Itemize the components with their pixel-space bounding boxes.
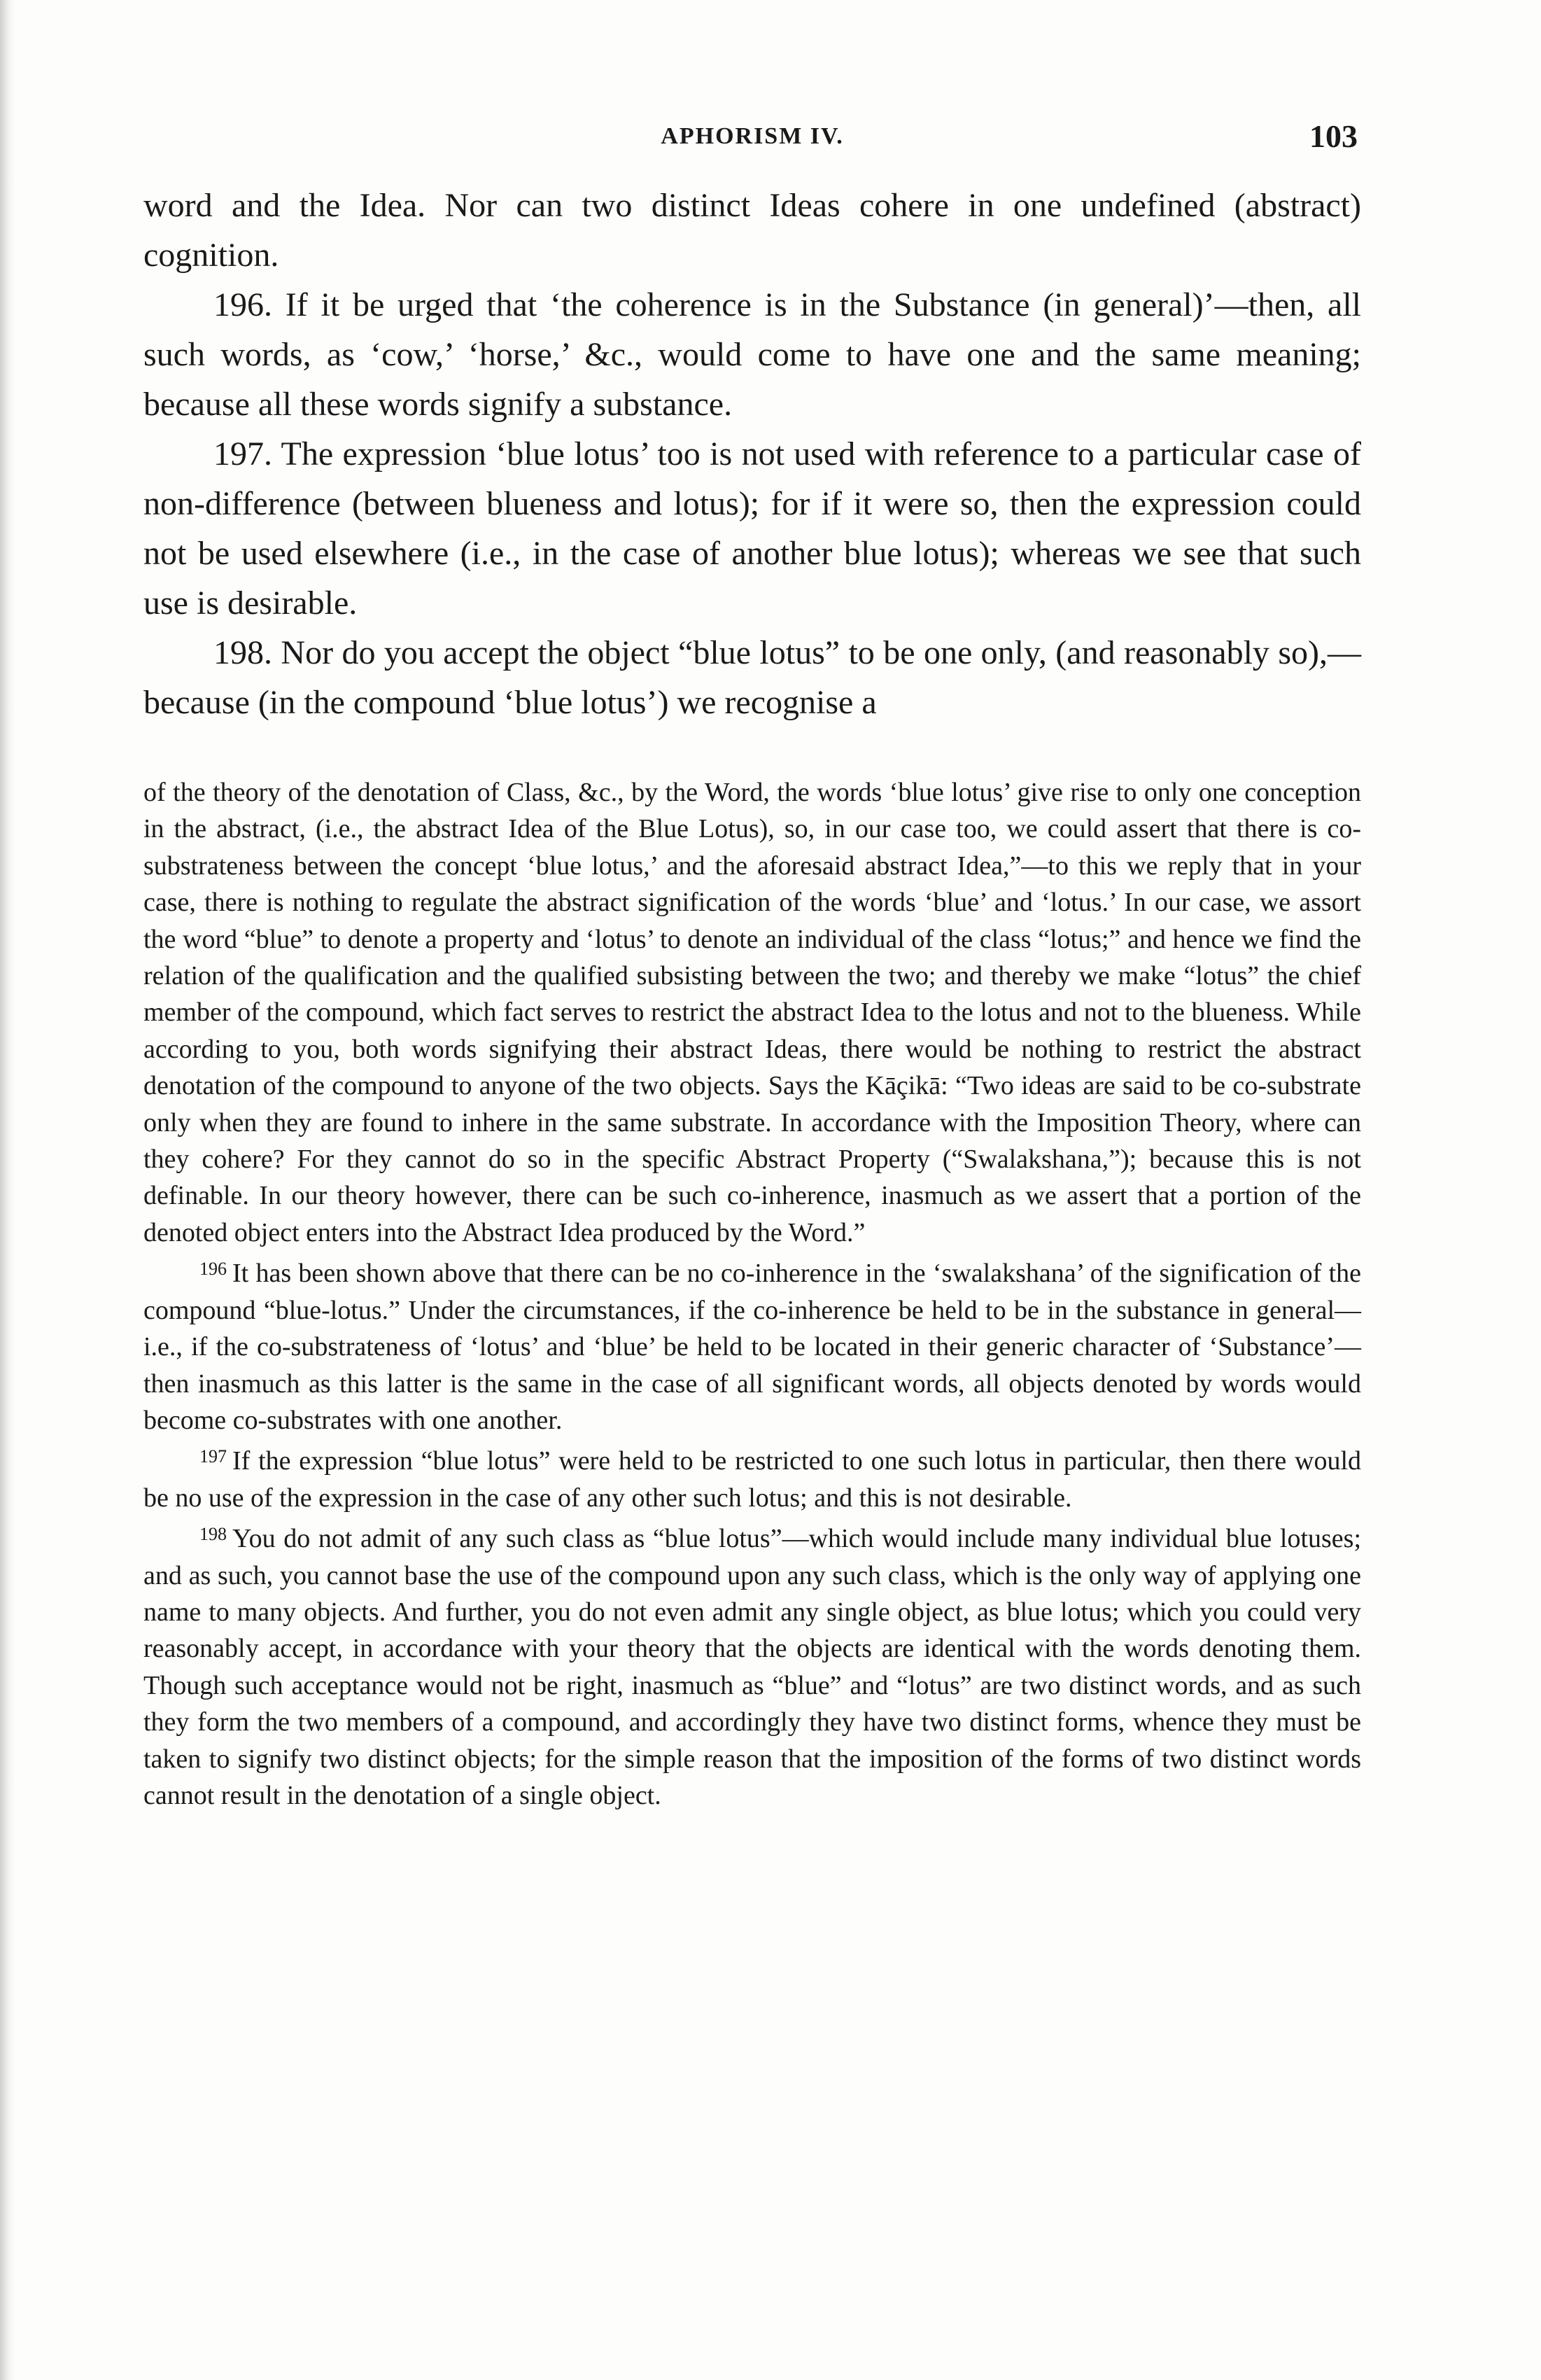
footnote-198 xyxy=(143,1516,1361,1814)
paragraph-continuation: word and the Idea. Nor can two distinct Ideas cohere in one undefined (abstract) cognition. xyxy=(143,187,1361,274)
scan-edge xyxy=(0,0,15,2380)
footnote-text-197: If the expression “blue lotus” were held to be restricted to one such lotus in particular, then there would be no use of the expression in the case of any other such lotus; and this is not desirable. xyxy=(143,1446,1361,1513)
page-number: 103 xyxy=(1309,118,1358,154)
footnotes xyxy=(143,774,1361,1814)
paragraph-196: 196. If it be urged that ‘the coherence is in the Substance (in general)’—then, all such words, as ‘cow,’ ‘horse,’ &c., would come to have one and the same meaning; because all these words signify a substance. xyxy=(143,286,1361,423)
footnote-number-198: 198 xyxy=(199,1524,227,1545)
footnote-text-198: You do not admit of any such class as “blue lotus”—which would include many individual blue lotuses; and as such, you cannot base the use of the compound upon any such class, which is the only way of applying one name to many objects. And further, you do not even admit any single object, as blue lotus; which you could very reasonably accept, in accordance with your theory that the objects are identical with the words denoting them. Though such acceptance would not be right, inasmuch as “blue” and “lotus” are two distinct words, and as such they form the two members of a compound, and accordingly they have two distinct forms, whence they must be taken to signify two distinct objects; for the simple reason that the imposition of the forms of two distinct words cannot result in the denotation of a single object. xyxy=(143,1524,1361,1810)
footnote-text-196: It has been shown above that there can be no co-inherence in the ‘swalakshana’ of the signification of the compound “blue-lotus.” Under the circumstances, if the co-inherence be held to be in the substance in general—i.e., if the co-substrateness of ‘lotus’ and ‘blue’ be held to be located in their generic character of ‘Substance’—then inasmuch as this latter is the same in the case of all significant words, all objects denoted by words would become co-substrates with one another. xyxy=(143,1259,1361,1435)
footnote-number-196: 196 xyxy=(199,1259,227,1280)
paragraph-197: 197. The expression ‘blue lotus’ too is not used with reference to a particular case of non-difference (between blueness and lotus); for if it were so, then the expression could not be used elsewhere (i.e., in the case of another blue lotus); whereas we see that such use is desirable. xyxy=(143,435,1361,622)
footnote-continuation: of the theory of the denotation of Class, &c., by the Word, the words ‘blue lotus’ give rise to only one conception in the abstract, (i.e., the abstract Idea of the Blue Lotus), so, in our case too, we could assert that there is co-substrateness between the concept ‘blue lotus,’ and the aforesaid abstract Idea,”—to this we reply that in your case, there is nothing to regulate the abstract signification of the words ‘blue’ and ‘lotus.’ In our case, we assort the word “blue” to denote a property and ‘lotus’ to denote an individual of the class “lotus;” and hence we find the relation of the qualification and the qualified subsisting between the two; and thereby we make “lotus” the chief member of the compound, which fact serves to restrict the abstract Idea to the lotus and not to the blueness. While according to you, both words signifying their abstract Ideas, there would be nothing to restrict the abstract denotation of the compound to anyone of the two objects. Says the Kāçikā: “Two ideas are said to be co-substrate only when they are found to inhere in the same substrate. In accordance with the Imposition Theory, where can they cohere? For they cannot do so in the specific Abstract Property (“Swalakshana,”); because this is not definable. In our theory however, there can be such co-inherence, inasmuch as we assert that a portion of the denoted object enters into the Abstract Idea produced by the Word.” xyxy=(143,778,1361,1247)
paragraph-198: 198. Nor do you accept the object “blue lotus” to be one only, (and reasonably so),—because (in the compound ‘blue lotus’) we recognise a xyxy=(143,634,1361,721)
footnote-number-197: 197 xyxy=(199,1446,227,1467)
page-header xyxy=(147,118,1358,160)
footnote-196 xyxy=(143,1251,1361,1438)
footnote-197 xyxy=(143,1438,1361,1516)
running-head: APHORISM IV. xyxy=(661,123,844,149)
main-text xyxy=(143,181,1361,727)
